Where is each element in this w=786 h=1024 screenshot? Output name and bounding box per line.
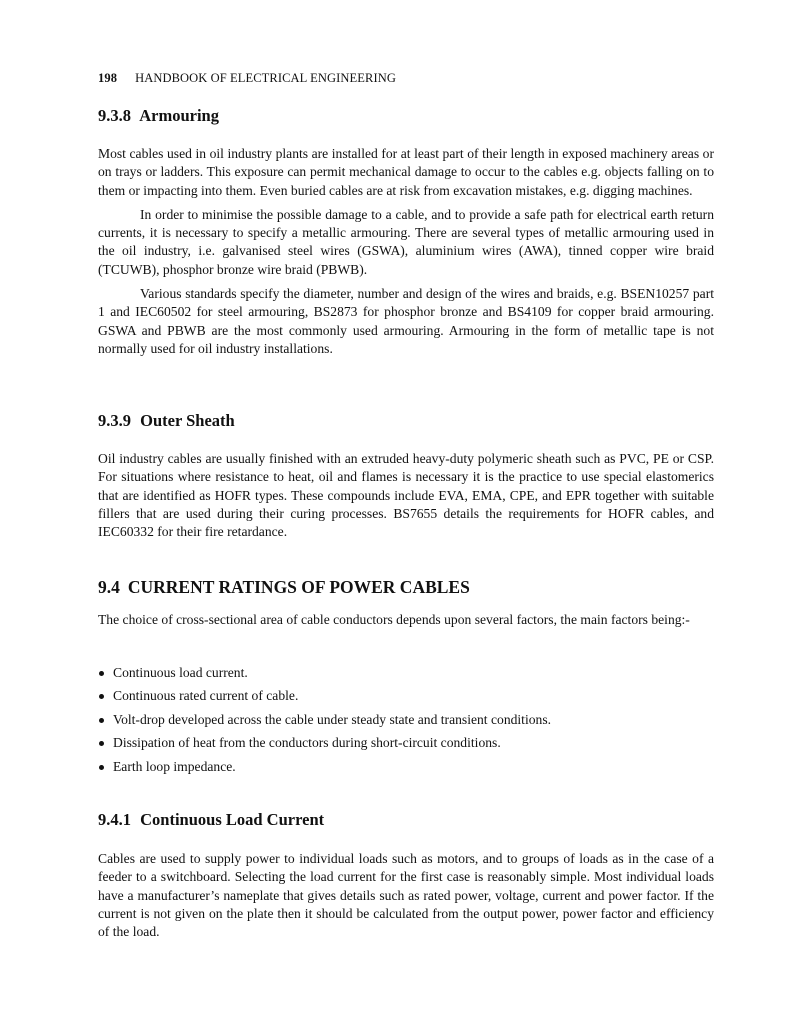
heading-outer-sheath — [98, 411, 714, 431]
list-item: Earth loop impedance. — [98, 758, 714, 776]
heading-continuous-load-current — [98, 810, 714, 830]
paragraph: Oil industry cables are usually finished with an extruded heavy-duty polymeric sheath such as PVC, PE or CSP. For situations where resistance to heat, oil and flames is necessary it is the practice to use special elastomerics that are identified as HOFR types. These compounds include EVA, EMA, CPE, and EPR together with suitable fillers that are used during their curing processes. BS7655 details the requirements for HOFR cables, and IEC60332 for their fire retardance. — [98, 451, 714, 540]
paragraph: Various standards specify the diameter, number and design of the wires and braids, e.g. BSEN10257 part 1 and IEC60502 for steel armouring, BS2873 for phosphor bronze and BS4109 for copper braid armouring. GSWA and PBWB are the most commonly used armouring. Armouring in the form of metallic tape is not normally used for oil industry installations. — [98, 286, 714, 356]
paragraph: Most cables used in oil industry plants are installed for at least part of their length in exposed machinery areas or on trays or ladders. This exposure can permit mechanical damage to occur to the cables e.g. objects falling on to them or impacting into them. Even buried cables are at risk from excavation mistakes, e.g. digging machines. — [98, 146, 714, 198]
heading-current-ratings — [98, 577, 714, 598]
intro-paragraph: The choice of cross-sectional area of cable conductors depends upon several factors, the main factors being:- — [98, 612, 690, 627]
section-number: 9.4.1 — [98, 810, 131, 829]
section-body-current-ratings — [98, 611, 714, 629]
section-body-continuous-load-current — [98, 850, 714, 941]
section-body-armouring — [98, 145, 714, 358]
bullet-icon — [99, 765, 104, 770]
book-title: HANDBOOK OF ELECTRICAL ENGINEERING — [135, 71, 396, 85]
page-number: 198 — [98, 71, 118, 85]
section-body-outer-sheath — [98, 450, 714, 541]
section-number: 9.3.9 — [98, 411, 131, 430]
section-title: Armouring — [139, 106, 219, 125]
list-item: Volt-drop developed across the cable under steady state and transient conditions. — [98, 711, 714, 729]
section-number: 9.4 — [98, 577, 120, 597]
bullet-icon — [99, 718, 104, 723]
bullet-icon — [99, 671, 104, 676]
paragraph: Cables are used to supply power to individual loads such as motors, and to groups of loads as in the case of a feeder to a switchboard. Selecting the load current for the first case is reasonably simple. Most individual loads have a manufacturer’s nameplate that gives details such as rated power, voltage, current and power factor. If the current is not given on the plate then it should be calculated from the output power, power factor and efficiency of the load. — [98, 851, 714, 940]
heading-armouring — [98, 106, 714, 126]
section-title: CURRENT RATINGS OF POWER CABLES — [127, 577, 470, 597]
list-item: Continuous rated current of cable. — [98, 687, 714, 705]
list-item: Continuous load current. — [98, 664, 714, 682]
bullet-icon — [99, 694, 104, 699]
list-item: Dissipation of heat from the conductors during short-circuit conditions. — [98, 734, 714, 752]
section-number: 9.3.8 — [98, 106, 131, 125]
section-title: Outer Sheath — [140, 411, 235, 430]
bullet-icon — [99, 741, 104, 746]
factor-list — [98, 664, 714, 781]
section-title: Continuous Load Current — [140, 810, 325, 829]
paragraph: In order to minimise the possible damage to a cable, and to provide a safe path for electrical earth return currents, it is necessary to specify a metallic armouring. There are several types of metallic armouring used in the oil industry, i.e. galvanised steel wires (GSWA), aluminium wires (AWA), tinned copper wire braid (TCUWB), phosphor bronze wire braid (PBWB). — [98, 206, 714, 277]
running-header — [98, 71, 396, 86]
